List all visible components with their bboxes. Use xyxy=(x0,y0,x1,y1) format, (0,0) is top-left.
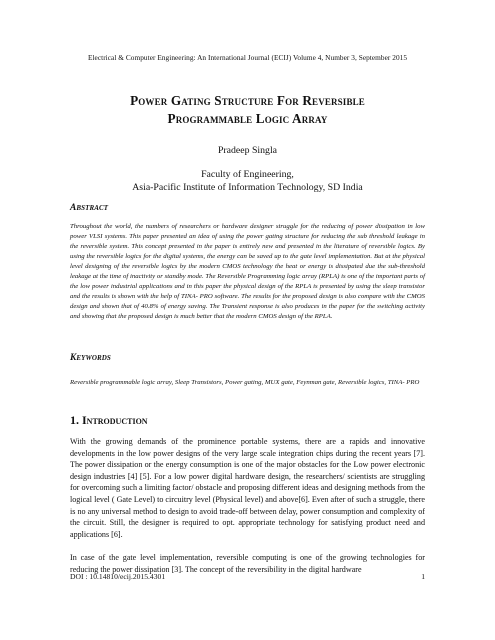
journal-header: Electrical & Computer Engineering: An International Journal (ECIJ) Volume 4, Number 3, September 2015 xyxy=(87,53,408,62)
keywords-text: Reversible programmable logic array, Sleep Transistors, Power gating, MUX gate, Feynman gate, Reversible logics, TINA- PRO xyxy=(70,379,420,386)
page-number: 1 xyxy=(421,572,425,581)
abstract-text: Throughout the world, the numbers of researchers or hardware designer struggle for the reducing of power dissipation in low power VLSI systems. This paper presented an idea of using the power gating structure for reducing the sub threshold leakage in the reversible system. This concept presented in the paper is entirely new and presented in the literature of reversible logics. By using the reversible logics for the digital systems, the energy can be saved up to the gate level implementation. But at the physical level designing of the reversible logics by the modern CMOS technology the heat or energy is dissipated due the sub-threshold leakage at the time of inactivity or standby mode. The Reversible Programming logic array (RPLA) is one of the important parts of the low power industrial applications and in this paper the physical design of the RPLA is presented by using the sleep transistor and the results is shown with the help of TINA- PRO software. The results for the proposed design is also compare with the CMOS design and shown that of 40.8% of energy saving. The Transient response is also produces in the paper for the switching activity and showing that the proposed design is much better that the modern CMOS design of the RPLA. xyxy=(70,223,425,321)
author-affiliation xyxy=(0,168,495,194)
introduction-paragraph-1: With the growing demands of the prominence portable systems, there are a rapids and innovative developments in the low power designs of the very large scale integration chips during the recent years [7]. The power dissipation or the energy consumption is one of the major obstacles for the Low power electronic design industries [4] [5]. For a low power digital hardware design, the researchers/ scientists are struggling for overcoming such a limiting factor/ obstacle and proposing different ideas and designing methods from the logical level ( Gate Level) to circuitry level (Physical level) and above[6]. Even after of such a struggle, there is no any universal method to design to avoid trade-off between delay, power consumption and complexity of the circuit. Still, the designer is required to opt. appropriate technology for satisfying product need and applications [6]. xyxy=(70,437,425,539)
paper-title-line-1: Power Gating Structure For Reversible xyxy=(130,93,365,108)
affiliation-line-1: Faculty of Engineering, xyxy=(201,169,294,180)
paper-title-line-2: Programmable Logic Array xyxy=(167,111,328,126)
author-name: Pradeep Singla xyxy=(217,145,278,156)
paper-title xyxy=(40,92,455,128)
doi-text: DOI : 10.14810/ecij.2015.4301 xyxy=(70,572,166,581)
page-footer xyxy=(70,572,425,581)
keywords-heading: Keywords xyxy=(70,353,111,363)
affiliation-line-2: Asia-Pacific Institute of Information Technology, SD India xyxy=(132,182,363,193)
introduction-paragraph-2: In case of the gate level implementation, reversible computing is one of the growing technologies for reducing the power dissipation [3]. The concept of the reversibility in the digital hardware xyxy=(70,553,425,574)
abstract-heading: Abstract xyxy=(70,203,109,213)
introduction-heading: 1. Introduction xyxy=(70,413,148,427)
